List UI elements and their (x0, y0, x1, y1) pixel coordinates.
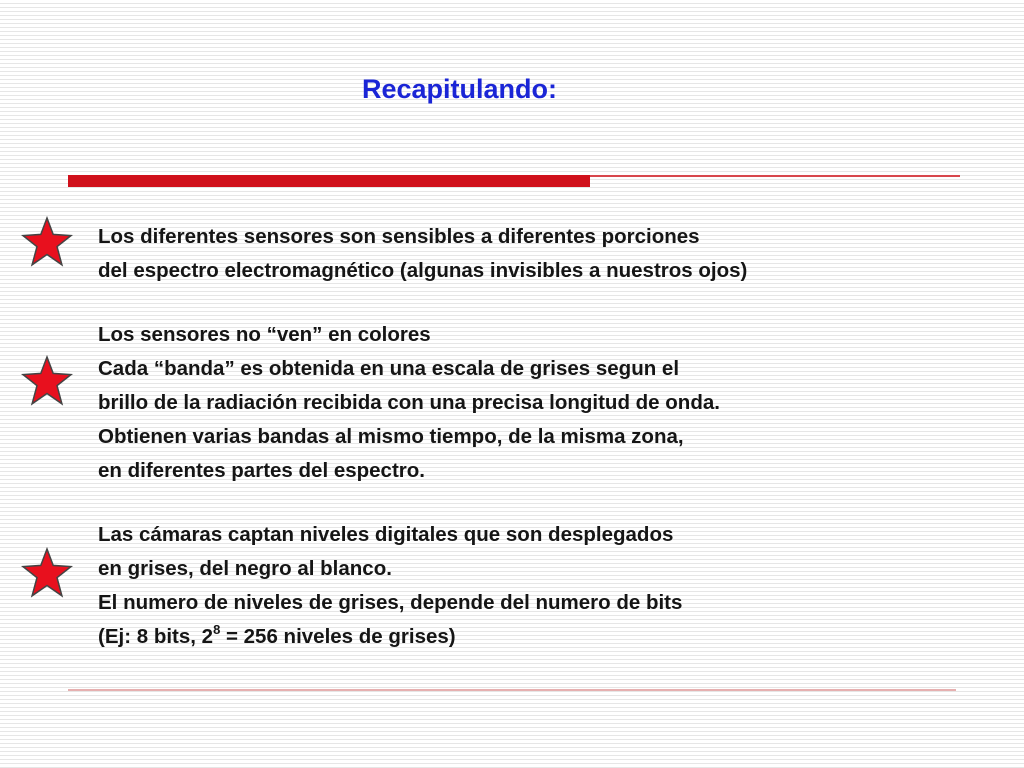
text-line: Obtienen varias bandas al mismo tiempo, de la misma zona, (98, 425, 684, 448)
bottom-divider (68, 689, 956, 691)
red-star-icon (20, 216, 74, 270)
text-line: brillo de la radiación recibida con una precisa longitud de onda. (98, 391, 720, 414)
text-line: Cada “banda” es obtenida en una escala de grises segun el (98, 357, 680, 380)
text-line: en diferentes partes del espectro. (98, 459, 425, 482)
text-line: del espectro electromagnético (algunas invisibles a nuestros ojos) (98, 259, 748, 282)
paragraph-bands (98, 318, 988, 488)
red-star-icon (20, 355, 74, 409)
bits-exponent: 8 (213, 622, 221, 637)
red-star-icon (20, 547, 74, 601)
title-divider-thin (590, 175, 960, 177)
text-line: Las cámaras captan niveles digitales que son desplegados (98, 523, 674, 546)
slide-title: Recapitulando: (362, 74, 558, 104)
text-line: Los sensores no “ven” en colores (98, 323, 431, 346)
slide-body (98, 220, 988, 654)
title-divider-thick (68, 175, 590, 187)
bits-example-after: = 256 niveles de grises) (220, 625, 456, 648)
text-line: El numero de niveles de grises, depende del numero de bits (98, 591, 683, 614)
text-line: en grises, del negro al blanco. (98, 557, 392, 580)
paragraph-cameras (98, 518, 988, 654)
paragraph-sensors (98, 220, 988, 288)
text-line: Los diferentes sensores son sensibles a diferentes porciones (98, 225, 700, 248)
bits-example-before: (Ej: 8 bits, 2 (98, 625, 214, 648)
text-line-bits-example (98, 620, 988, 654)
